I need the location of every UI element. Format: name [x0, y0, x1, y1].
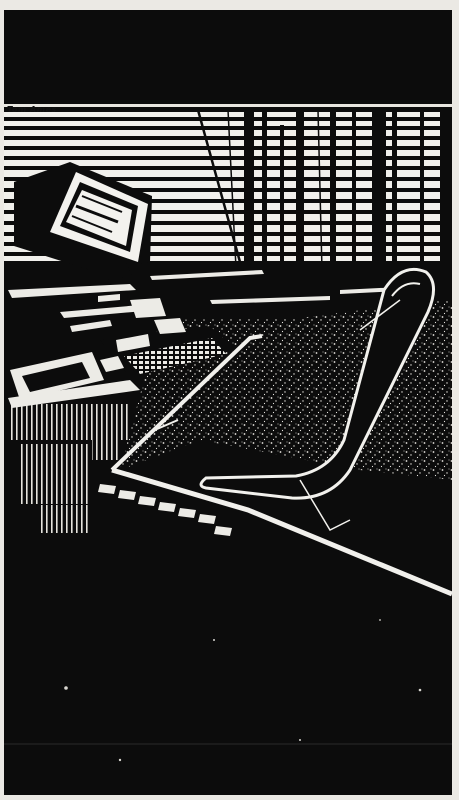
artist-signature: Tom Ames: [7, 105, 57, 114]
